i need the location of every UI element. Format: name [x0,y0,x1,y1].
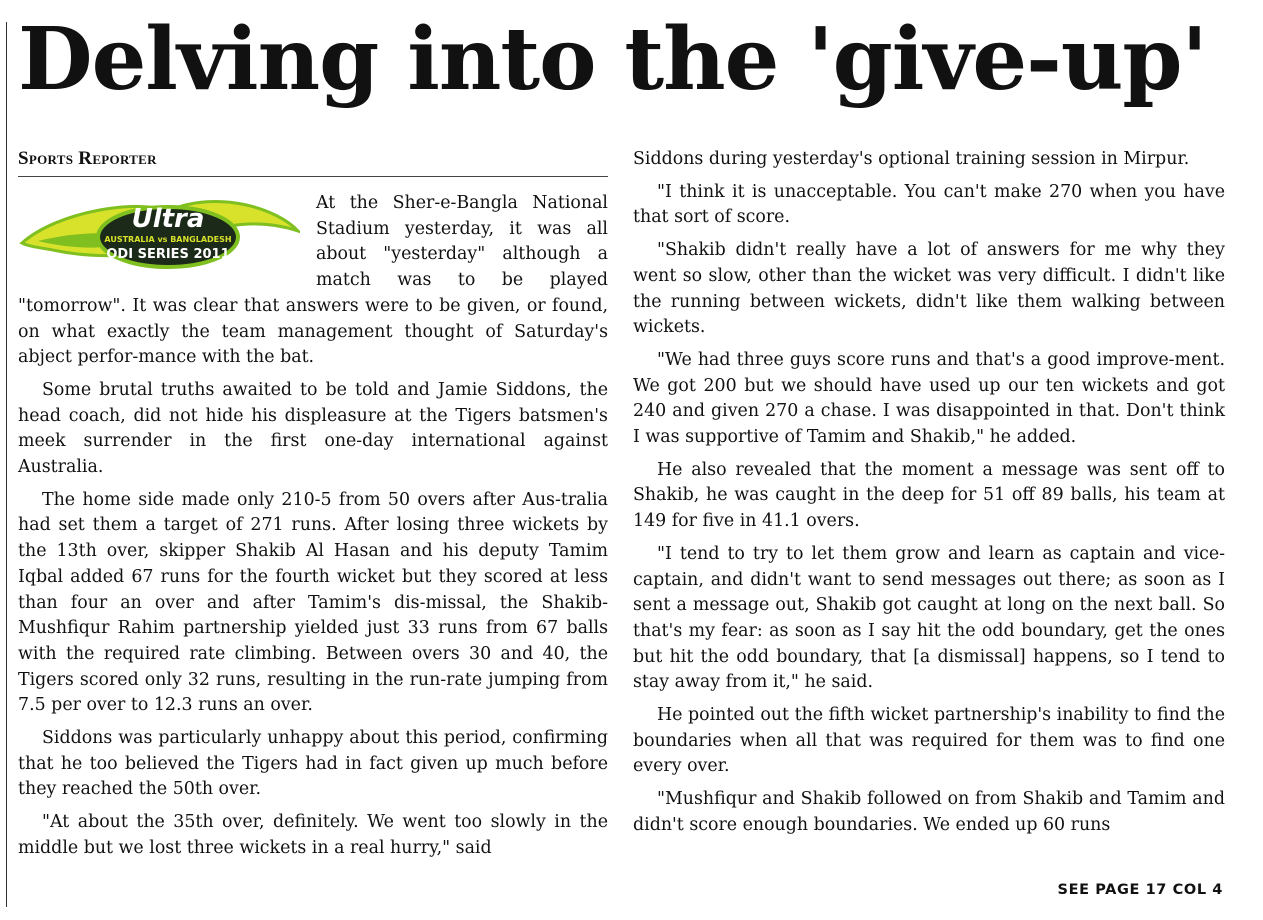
paragraph: Some brutal truths awaited to be told and Jamie Siddons, the head coach, did not hide his displeasure at the Tigers batsmen's meek surrender in the first one-day international against Australia. [18,379,608,478]
series-logo-graphic [18,191,300,271]
paragraph: He also revealed that the moment a message was sent off to Shakib, he was caught in the deep for 51 off 89 balls, his team at 149 for five in 41.1 overs. [633,459,1225,532]
paragraph: "I think it is unacceptable. You can't make 270 when you have that sort of score. [633,181,1225,228]
paragraph: At the Sher-e-Bangla National Stadium yesterday, it was all about "yesterday" although a match was to be played "tomorrow". It was clear that answers were to be given, or found, on what exactly the team management thought of Saturday's abject perfor-mance with the bat. [18,193,608,368]
paragraph: "We had three guys score runs and that's a good improve-ment. We got 200 but we should have used up our ten wickets and got 240 and given 270 a chase. I was disappointed in that. Don't think I was supportive of Tamim and Shakib," he added. [633,349,1225,448]
left-column [18,191,608,869]
continued-jump-line[interactable]: SEE PAGE 17 COL 4 [1057,882,1223,898]
right-column [633,147,1225,846]
paragraph: Siddons during yesterday's optional training session in Mirpur. [633,149,1190,169]
paragraph: He pointed out the fifth wicket partnership's inability to find the boundaries when all that was required for them was to find one every over. [633,705,1225,777]
paragraph: The home side made only 210-5 from 50 overs after Aus-tralia had set them a target of 271 runs. After losing three wickets by the 13th over, skipper Shakib Al Hasan and his deputy Tamim Iqbal added 67 runs for the fourth wicket but they scored at less than four an over and after Tamim's dis-missal, the Shakib-Mushfiqur Rahim partnership yielded just 33 runs from 67 balls with the required rate climbing. Between overs 30 and 40, the Tigers scored only 32 runs, resulting in the run-rate jumping from 7.5 per over to 12.3 runs an over. [18,489,608,716]
paragraph: Siddons was particularly unhappy about this period, confirming that he too believed the Tigers had in fact given up much before they reached the 50th over. [18,728,608,800]
byline: Sports Reporter [18,148,157,169]
series-logo [18,191,300,271]
paragraph: "Mushfiqur and Shakib followed on from Shakib and Tamim and didn't score enough boundaries. We ended up 60 runs [633,789,1225,835]
page-left-rule [6,22,7,907]
logo-tagline: AUSTRALIA vs BANGLADESH [104,235,232,244]
paragraph: "At about the 35th over, definitely. We went too slowly in the middle but we lost three wickets in a real hurry," said [18,812,608,858]
paragraph: "Shakib didn't really have a lot of answers for me why they went so slow, other than the wicket was very difficult. I didn't like the running between wickets, didn't like them walking between wickets. [633,240,1225,338]
byline-divider [18,176,608,177]
logo-series: ODI SERIES 2011 [106,247,230,262]
paragraph: "I tend to try to let them grow and learn as captain and vice-captain, and didn't want to send messages out there; as soon as I sent a message out, Shakib got caught at long on the next ball. So that's my fear: as soon as I say hit the odd boundary, get the ones but hit the odd boundary, that [a dismissal] happens, so I tend to stay away from it," he said. [633,543,1225,693]
headline: Delving into the 'give-up' [18,9,1207,110]
logo-brand: Ultra [131,204,205,234]
